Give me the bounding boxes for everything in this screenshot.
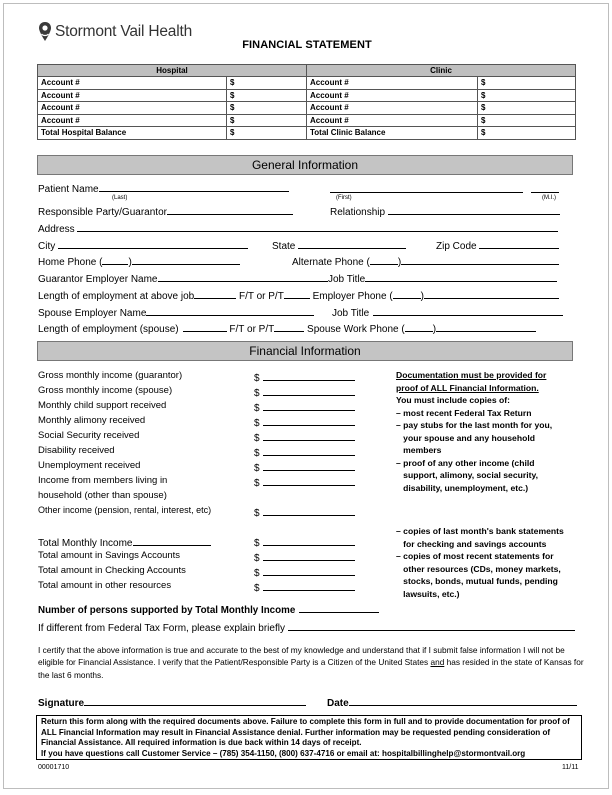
alt-phone-area-field[interactable] — [370, 254, 398, 265]
if-different-row — [38, 620, 575, 634]
date-row — [327, 695, 577, 709]
spouse-job-title-row — [332, 305, 563, 319]
income-field-row — [254, 460, 355, 474]
income-field-row — [254, 550, 355, 564]
form-code: 00001710 — [38, 764, 70, 771]
dollar-sign: $ — [254, 568, 260, 579]
spouse-work-phone-label: Spouse Work Phone ( — [307, 324, 405, 335]
length-employment-field[interactable] — [194, 288, 236, 299]
total-monthly-income-field[interactable] — [263, 535, 355, 546]
persons-supported-label: Number of persons supported by Total Monthly Income — [38, 605, 296, 616]
address-field[interactable] — [77, 221, 558, 232]
state-field[interactable] — [298, 238, 406, 249]
child-support-field[interactable] — [263, 400, 355, 411]
financial-statement-page — [3, 3, 609, 789]
alimony-field[interactable] — [263, 415, 355, 426]
relationship-row — [330, 204, 560, 218]
patient-first-name-field[interactable] — [330, 182, 523, 193]
doc-notes-2 — [396, 525, 564, 600]
clinic-account-field[interactable]: $ — [478, 77, 576, 90]
guarantor-employer-field[interactable] — [158, 271, 328, 282]
clinic-account-label: Account # — [307, 77, 478, 90]
dollar-sign: $ — [254, 478, 260, 489]
dollar-sign: $ — [254, 418, 260, 429]
clinic-account-label: Account # — [307, 114, 478, 127]
clinic-account-field[interactable]: $ — [478, 114, 576, 127]
checking-field[interactable] — [263, 565, 355, 576]
hospital-account-label: Account # — [38, 114, 227, 127]
if-different-field[interactable] — [288, 620, 575, 631]
patient-name-row — [38, 181, 289, 195]
income-field-row — [254, 370, 355, 384]
doc-note-line: lawsuits, etc.) — [396, 588, 460, 599]
social-security-field[interactable] — [263, 430, 355, 441]
signature-field[interactable] — [84, 695, 306, 706]
doc-note-line: proof of ALL Financial Information. — [396, 382, 539, 393]
zip-label: Zip Code — [436, 241, 477, 252]
alt-phone-row — [292, 254, 559, 268]
alt-phone-close: ) — [397, 257, 402, 268]
dollar-sign: $ — [254, 553, 260, 564]
income-field-row — [254, 565, 355, 579]
doc-note-line: – copies of most recent statements for — [396, 551, 554, 561]
doc-note-line: stocks, bonds, mutual funds, pending — [396, 576, 558, 586]
spouse-work-phone-field[interactable] — [436, 321, 536, 332]
certification-text — [38, 644, 584, 681]
spouse-work-phone-close: ) — [432, 324, 437, 335]
total-monthly-income-underline — [133, 535, 211, 546]
account-table — [37, 64, 576, 140]
doc-note-line: disability, unemployment, etc.) — [396, 482, 529, 493]
dollar-sign: $ — [254, 508, 260, 519]
doc-note-line: – proof of any other income (child — [396, 457, 535, 468]
length-spouse-row — [38, 321, 536, 335]
guarantor-employer-label: Guarantor Employer Name — [38, 274, 158, 285]
table-row — [38, 102, 576, 115]
clinic-account-label: Account # — [307, 102, 478, 115]
address-label: Address — [38, 224, 75, 235]
disability-field[interactable] — [263, 445, 355, 456]
spouse-job-title-label: Job Title — [332, 308, 370, 319]
other-resources-field[interactable] — [263, 580, 355, 591]
checking-label: Total amount in Checking Accounts — [38, 565, 186, 576]
income-field-row — [254, 475, 355, 489]
city-field[interactable] — [58, 238, 248, 249]
relationship-label: Relationship — [330, 207, 386, 218]
other-resources-label: Total amount in other resources — [38, 580, 172, 591]
income-field-row — [254, 400, 355, 414]
patient-name-label: Patient Name — [38, 184, 99, 195]
gross-income-spouse-field[interactable] — [263, 385, 355, 396]
hospital-account-field[interactable]: $ — [227, 89, 307, 102]
home-phone-field[interactable] — [132, 254, 240, 265]
ft-pt-label: F/T or P/T — [239, 291, 284, 302]
alt-phone-label: Alternate Phone ( — [292, 257, 370, 268]
hospital-account-field[interactable]: $ — [227, 114, 307, 127]
home-phone-row — [38, 254, 240, 268]
date-field[interactable] — [349, 695, 577, 706]
savings-label: Total amount in Savings Accounts — [38, 550, 181, 561]
total-monthly-income-label: Total Monthly Income — [38, 538, 133, 549]
income-field-row — [254, 505, 355, 519]
responsible-field[interactable] — [167, 204, 293, 215]
income-field-row — [254, 385, 355, 399]
state-label: State — [272, 241, 296, 252]
dollar-sign: $ — [254, 463, 260, 474]
responsible-row — [38, 204, 293, 218]
length-spouse-label: Length of employment (spouse) — [38, 324, 179, 335]
ft-pt-field[interactable] — [284, 288, 310, 299]
relationship-field[interactable] — [388, 204, 560, 215]
logo-text: Stormont Vail Health — [55, 23, 192, 40]
hospital-account-field[interactable]: $ — [227, 102, 307, 115]
signature-label: Signature — [38, 698, 85, 709]
doc-note-line: You must include copies of: — [396, 395, 510, 405]
employer-phone-area-field[interactable] — [393, 288, 421, 299]
address-row — [38, 221, 558, 235]
income-item: Social Security received — [38, 430, 140, 441]
hospital-header: Hospital — [38, 65, 307, 77]
dollar-sign: $ — [254, 538, 260, 549]
zip-field[interactable] — [479, 238, 559, 249]
total-hospital-label: Total Hospital Balance — [38, 127, 227, 140]
income-item: Disability received — [38, 445, 115, 456]
income-item: Other income (pension, rental, interest, etc) — [38, 505, 212, 515]
doc-note-line: members — [396, 445, 442, 455]
zip-row — [436, 238, 559, 252]
last-hint: (Last) — [112, 195, 128, 201]
income-field-row — [254, 415, 355, 429]
footer-notice: Return this form along with the required documents above. Failure to complete this form in full and to provide documentation for proof of ALL Financial Information may result in Financial Assistance denial. Further information may be requested pending consideration of Financial Assistance. All required information is due back within 14 days of receipt. — [41, 717, 570, 747]
total-clinic-field[interactable]: $ — [478, 127, 576, 140]
income-item: Income from members living in — [38, 475, 168, 486]
persons-supported-field[interactable] — [299, 602, 379, 613]
income-item: Monthly alimony received — [38, 415, 146, 426]
dollar-sign: $ — [254, 583, 260, 594]
clinic-account-field[interactable]: $ — [478, 102, 576, 115]
job-title-field[interactable] — [365, 271, 557, 282]
form-title: FINANCIAL STATEMENT — [242, 39, 372, 51]
gross-income-guarantor-field[interactable] — [263, 370, 355, 381]
income-field-row — [254, 430, 355, 444]
employer-phone-field[interactable] — [424, 288, 559, 299]
table-row — [38, 77, 576, 90]
employer-phone-close: ) — [420, 291, 424, 302]
doc-note-line: Documentation must be provided for — [396, 370, 547, 380]
home-phone-area-field[interactable] — [102, 254, 128, 265]
income-item: Unemployment received — [38, 460, 141, 471]
length-spouse-field[interactable] — [183, 321, 227, 332]
income-item: Monthly child support received — [38, 400, 167, 411]
persons-supported-row — [38, 602, 379, 616]
hospital-account-label: Account # — [38, 102, 227, 115]
responsible-label: Responsible Party/Guarantor — [38, 207, 167, 218]
city-row — [38, 238, 248, 252]
table-row — [38, 114, 576, 127]
length-employment-row — [38, 288, 559, 302]
income-item: Gross monthly income (spouse) — [38, 385, 173, 396]
footer-contact: If you have questions call Customer Service – (785) 354-1150, (800) 637-4716 or email at: hospitalbillinghelp@stormontvail.org — [41, 748, 526, 758]
certification-and: and — [430, 657, 445, 668]
doc-note-line: for checking and savings accounts — [396, 538, 547, 549]
clinic-header: Clinic — [307, 65, 576, 77]
hospital-account-label: Account # — [38, 89, 227, 102]
certification-part-2: has resided in the state of Kansas for the last 6 months. — [38, 657, 584, 680]
dollar-sign: $ — [254, 448, 260, 459]
account-table-header — [38, 65, 576, 77]
clinic-account-field[interactable]: $ — [478, 89, 576, 102]
hospital-account-field[interactable]: $ — [227, 77, 307, 90]
dollar-sign: $ — [254, 403, 260, 414]
mi-hint: (M.I.) — [542, 195, 556, 201]
alt-phone-field[interactable] — [401, 254, 559, 265]
job-title-row — [328, 271, 557, 285]
dollar-sign: $ — [254, 388, 260, 399]
unemployment-field[interactable] — [263, 460, 355, 471]
total-hospital-field[interactable]: $ — [227, 127, 307, 140]
total-monthly-income-row — [38, 535, 211, 549]
dollar-sign: $ — [254, 373, 260, 384]
date-label: Date — [327, 698, 349, 709]
doc-note-line: support, alimony, social security, — [396, 470, 538, 480]
table-row — [38, 89, 576, 102]
employer-phone-label: Employer Phone ( — [312, 291, 393, 302]
first-hint: (First) — [336, 195, 352, 201]
savings-field[interactable] — [263, 550, 355, 561]
dollar-sign: $ — [254, 433, 260, 444]
spouse-work-phone-area-field[interactable] — [405, 321, 433, 332]
other-income-field[interactable] — [263, 505, 355, 516]
length-employment-label: Length of employment at above job — [38, 291, 195, 302]
home-phone-close: ) — [128, 257, 132, 268]
doc-note-line: your spouse and any household — [396, 432, 535, 443]
spouse-employer-field[interactable] — [146, 305, 314, 316]
job-title-label: Job Title — [328, 274, 366, 285]
state-row — [272, 238, 406, 252]
guarantor-employer-row — [38, 271, 328, 285]
footer-notice-box — [36, 715, 582, 760]
income-item: household (other than spouse) — [38, 490, 167, 501]
financial-information-heading: Financial Information — [37, 341, 573, 361]
patient-mi-field[interactable] — [531, 182, 559, 193]
form-revision: 11/11 — [562, 764, 579, 771]
spouse-employer-label: Spouse Employer Name — [38, 308, 147, 319]
doc-note-line: – copies of last month's bank statements — [396, 526, 564, 536]
table-row-total — [38, 127, 576, 140]
income-item: Gross monthly income (guarantor) — [38, 370, 183, 381]
doc-note-line: – most recent Federal Tax Return — [396, 407, 532, 418]
total-clinic-label: Total Clinic Balance — [307, 127, 478, 140]
city-label: City — [38, 241, 56, 252]
ft-pt-2-label: F/T or P/T — [229, 324, 275, 335]
income-field-row — [254, 445, 355, 459]
clinic-account-label: Account # — [307, 89, 478, 102]
hospital-account-label: Account # — [38, 77, 227, 90]
doc-note-line: other resources (CDs, money markets, — [396, 563, 561, 574]
doc-note-line: – pay stubs for the last month for you, — [396, 420, 553, 430]
patient-last-name-field[interactable] — [99, 181, 289, 192]
doc-notes — [396, 369, 552, 494]
spouse-job-title-field[interactable] — [373, 305, 563, 316]
income-field-row — [254, 535, 355, 549]
home-phone-label: Home Phone ( — [38, 257, 103, 268]
signature-row — [38, 695, 306, 709]
income-field-row — [254, 580, 355, 594]
ft-pt-2-field[interactable] — [274, 321, 304, 332]
household-income-field[interactable] — [263, 475, 355, 486]
certification-part-1: I certify that the above information is true and accurate to the best of my knowledge and understand that if I submit false information I will not be eligible for Financial Assistance. I verify that the Patient/Responsible Party is a Citizen of the United States — [38, 645, 565, 668]
if-different-label: If different from Federal Tax Form, please explain briefly — [38, 623, 285, 634]
spouse-employer-row — [38, 305, 314, 319]
general-information-heading: General Information — [37, 155, 573, 175]
